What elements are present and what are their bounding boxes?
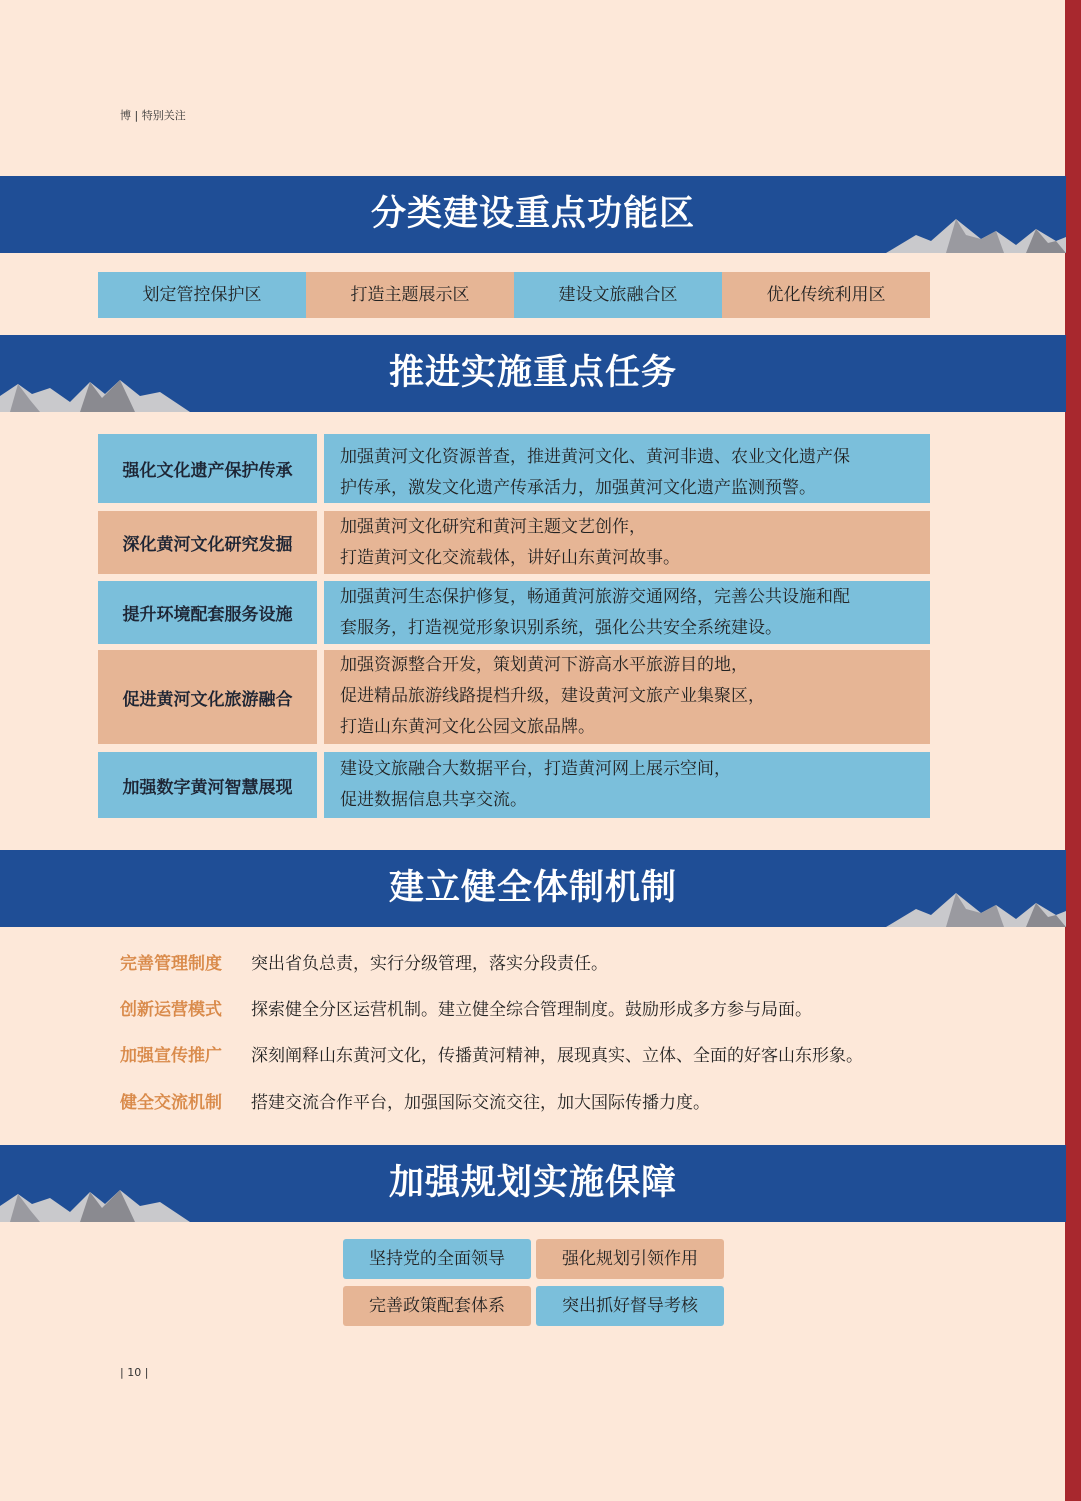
- task-content: [324, 650, 930, 744]
- task-line: 促进数据信息共享交流。: [340, 790, 527, 810]
- zones-row: [98, 272, 930, 318]
- mechanism-label: 加强宣传推广: [120, 1046, 222, 1066]
- section-banner-tasks: [0, 335, 1066, 412]
- page-number: | 10 |: [120, 1366, 149, 1379]
- guarantee-item: 突出抓好督导考核: [536, 1286, 724, 1326]
- task-label: 强化文化遗产保护传承: [98, 434, 317, 503]
- zone-item: 划定管控保护区: [98, 272, 306, 318]
- mechanism-label: 健全交流机制: [120, 1093, 222, 1113]
- section-title-mechanism: 建立健全体制机制: [388, 868, 677, 908]
- task-row: [98, 650, 930, 744]
- mechanism-row: [120, 1044, 863, 1068]
- mechanism-label: 完善管理制度: [120, 954, 222, 974]
- task-content: [324, 511, 930, 574]
- task-row: [98, 434, 930, 503]
- task-line: 打造黄河文化交流载体，讲好山东黄河故事。: [340, 548, 680, 568]
- task-label: 促进黄河文化旅游融合: [98, 650, 317, 744]
- task-content: [324, 581, 930, 644]
- zone-item: 建设文旅融合区: [514, 272, 722, 318]
- task-line: 套服务，打造视觉形象识别系统，强化公共安全系统建设。: [340, 618, 782, 638]
- task-label: 深化黄河文化研究发掘: [98, 511, 317, 574]
- mechanism-text: 搭建交流合作平台，加强国际交流交往，加大国际传播力度。: [251, 1093, 710, 1113]
- section-banner-guarantee: [0, 1145, 1066, 1222]
- task-line: 建设文旅融合大数据平台，打造黄河网上展示空间，: [340, 759, 731, 779]
- mechanism-row: [120, 998, 812, 1022]
- mechanism-text: 深刻阐释山东黄河文化，传播黄河精神，展现真实、立体、全面的好客山东形象。: [251, 1046, 863, 1066]
- task-row: [98, 581, 930, 644]
- task-line: 护传承，激发文化遗产传承活力，加强黄河文化遗产监测预警。: [340, 478, 816, 498]
- section-banner-zones: [0, 176, 1066, 253]
- task-content: [324, 434, 930, 503]
- section-title-guarantee: 加强规划实施保障: [388, 1163, 677, 1203]
- mechanism-row: [120, 952, 608, 976]
- guarantee-item: 完善政策配套体系: [343, 1286, 531, 1326]
- section-banner-mechanism: [0, 850, 1066, 927]
- page-header-label: 博 | 特别关注: [120, 109, 186, 122]
- mechanism-row: [120, 1091, 710, 1115]
- task-line: 加强资源整合开发，策划黄河下游高水平旅游目的地，: [340, 655, 748, 675]
- mechanism-text: 突出省负总责，实行分级管理，落实分段责任。: [251, 954, 608, 974]
- task-row: [98, 511, 930, 574]
- task-content: [324, 752, 930, 818]
- guarantee-item: 强化规划引领作用: [536, 1239, 724, 1279]
- task-line: 加强黄河文化资源普查，推进黄河文化、黄河非遗、农业文化遗产保: [340, 447, 850, 467]
- task-line: 加强黄河生态保护修复，畅通黄河旅游交通网络，完善公共设施和配: [340, 587, 850, 607]
- task-line: 打造山东黄河文化公园文旅品牌。: [340, 717, 595, 737]
- zone-item: 优化传统利用区: [722, 272, 930, 318]
- right-edge-bar: [1065, 0, 1081, 1501]
- mechanism-label: 创新运营模式: [120, 1000, 222, 1020]
- mechanism-text: 探索健全分区运营机制。建立健全综合管理制度。鼓励形成多方参与局面。: [251, 1000, 812, 1020]
- task-line: 促进精品旅游线路提档升级，建设黄河文旅产业集聚区，: [340, 686, 765, 706]
- task-row: [98, 752, 930, 818]
- section-title-zones: 分类建设重点功能区: [370, 194, 695, 234]
- task-label: 提升环境配套服务设施: [98, 581, 317, 644]
- task-line: 加强黄河文化研究和黄河主题文艺创作，: [340, 517, 646, 537]
- zone-item: 打造主题展示区: [306, 272, 514, 318]
- guarantee-item: 坚持党的全面领导: [343, 1239, 531, 1279]
- section-title-tasks: 推进实施重点任务: [388, 353, 677, 393]
- task-label: 加强数字黄河智慧展现: [98, 752, 317, 818]
